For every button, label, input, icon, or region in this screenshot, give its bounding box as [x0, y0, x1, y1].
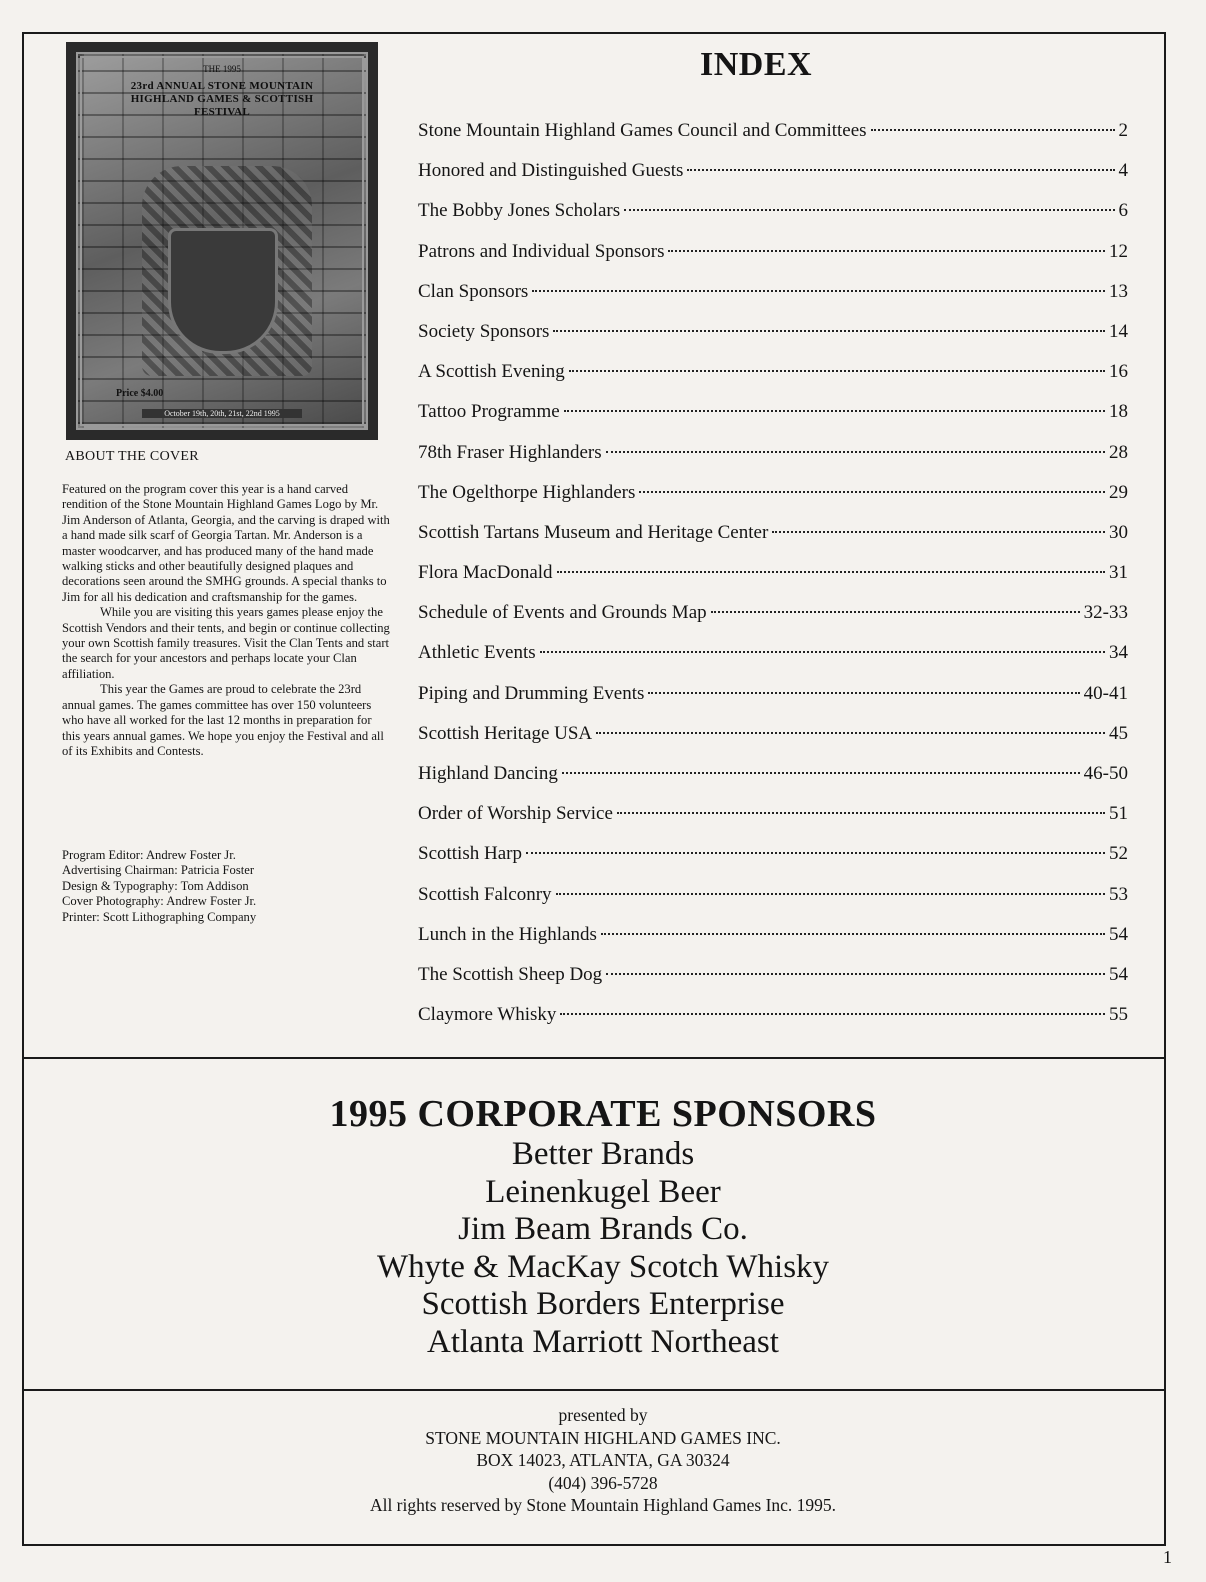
index-entry	[418, 763, 1128, 803]
dot-leader	[871, 129, 1115, 131]
index-entry-title: Patrons and Individual Sponsors	[418, 240, 665, 262]
index-entry	[418, 241, 1128, 281]
credit-line: Program Editor: Andrew Foster Jr.	[62, 848, 236, 862]
index-entry	[418, 482, 1128, 522]
sponsor-name: Jim Beam Brands Co.	[458, 1211, 748, 1247]
index-list	[418, 120, 1128, 1044]
index-entry-page: 12	[1109, 240, 1128, 262]
dot-leader	[639, 491, 1105, 493]
dot-leader	[532, 290, 1105, 292]
index-entry-page: 30	[1109, 521, 1128, 543]
index-entry-title: The Scottish Sheep Dog	[418, 963, 603, 985]
divider-index-sponsors	[22, 1057, 1166, 1059]
index-entry	[418, 361, 1128, 401]
index-entry	[418, 401, 1128, 441]
index-entry-page: 32-33	[1083, 602, 1128, 624]
index-entry	[418, 683, 1128, 723]
index-entry-page: 31	[1109, 562, 1128, 584]
index-entry-title: Scottish Harp	[418, 843, 522, 865]
index-entry	[418, 964, 1128, 1004]
dot-leader	[569, 370, 1105, 372]
index-entry	[418, 442, 1128, 482]
index-entry-page: 52	[1109, 843, 1128, 865]
index-entry	[418, 522, 1128, 562]
about-paragraph: This year the Games are proud to celebrate the 23rd annual games. The games committee has over 150 volunteers who have all worked for the last 12 months in preparation for this years annual games. We hope you enjoy the Festival and all of its Exhibits and Contests.	[62, 682, 384, 758]
index-entry	[418, 1004, 1128, 1044]
cover-image	[66, 42, 378, 440]
sponsor-name: Better Brands	[511, 1136, 695, 1172]
dot-leader	[562, 772, 1080, 774]
index-entry-title: Lunch in the Highlands	[418, 923, 597, 945]
dot-leader	[596, 732, 1105, 734]
index-entry-title: The Bobby Jones Scholars	[418, 200, 621, 222]
page-number: 1	[1163, 1547, 1172, 1567]
about-paragraph: Featured on the program cover this year is a hand carved rendition of the Stone Mountain Highland Games Logo by Mr. Jim Anderson of Atlanta, Georgia, and the carving is draped with a hand made silk scarf of Georgia Tartan. Mr. Anderson is a master woodcarver, and has produced many of the hand made walking sticks and other beautifully designed plaques and decorations seen around the SMHG grounds. A special thanks to Jim for all his dedication and craftsmanship for the games.	[62, 482, 390, 604]
dot-leader	[540, 651, 1105, 653]
dot-leader	[560, 1013, 1105, 1015]
dot-leader	[668, 250, 1105, 252]
crest-shield-icon	[168, 228, 278, 354]
credit-line: Cover Photography: Andrew Foster Jr.	[62, 894, 257, 909]
publisher-footer	[0, 1404, 1206, 1517]
sponsor-name: Atlanta Marriott Northeast	[427, 1323, 779, 1360]
dot-leader	[557, 571, 1105, 573]
index-entry-title: Honored and Distinguished Guests	[418, 160, 684, 182]
footer-line: All rights reserved by Stone Mountain Highland Games Inc. 1995.	[369, 1495, 837, 1515]
index-title: INDEX	[700, 46, 813, 83]
index-entry-page: 29	[1109, 481, 1128, 503]
dot-leader	[606, 451, 1105, 453]
dot-leader	[553, 330, 1105, 332]
index-entry-title: Order of Worship Service	[418, 803, 613, 825]
index-entry-page: 55	[1109, 1004, 1128, 1026]
index-entry	[418, 884, 1128, 924]
cover-title: 23rd ANNUAL STONE MOUNTAIN HIGHLAND GAMES & SCOTTISH FESTIVAL	[130, 80, 314, 118]
index-entry-title: Athletic Events	[418, 642, 536, 664]
index-entry-title: Scottish Falconry	[418, 883, 552, 905]
index-entry-page: 16	[1109, 361, 1128, 383]
dot-leader	[526, 852, 1105, 854]
sponsor-name: Leinenkugel Beer	[485, 1173, 721, 1210]
dot-leader	[556, 893, 1105, 895]
dot-leader	[624, 209, 1114, 211]
index-entry-title: A Scottish Evening	[418, 361, 565, 383]
index-entry	[418, 321, 1128, 361]
cover-dates: October 19th, 20th, 21st, 22nd 1995	[142, 409, 302, 418]
about-paragraph: While you are visiting this years games please enjoy the Scottish Vendors and their tents, and begin or continue collecting your own Scottish family treasures. Visit the Clan Tents and start the search for your ancestors and perhaps locate your Clan affiliation.	[62, 605, 390, 681]
cover-price: Price $4.00	[116, 388, 164, 399]
dot-leader	[687, 169, 1114, 171]
dot-leader	[564, 410, 1105, 412]
index-entry-title: Scottish Tartans Museum and Heritage Center	[418, 521, 769, 543]
program-credits	[62, 848, 256, 925]
index-entry-page: 13	[1109, 280, 1128, 302]
index-entry	[418, 642, 1128, 682]
footer-line: (404) 396-5728	[548, 1472, 658, 1493]
index-entry-page: 53	[1109, 883, 1128, 905]
index-entry-title: 78th Fraser Highlanders	[418, 441, 602, 463]
index-entry-page: 34	[1109, 642, 1128, 664]
index-entry-page: 28	[1109, 441, 1128, 463]
index-entry-title: Clan Sponsors	[418, 280, 529, 302]
index-entry-page: 6	[1118, 200, 1128, 222]
index-entry	[418, 924, 1128, 964]
sponsor-name: Whyte & MacKay Scotch Whisky	[376, 1248, 830, 1285]
index-entry-page: 46-50	[1083, 763, 1128, 784]
index-entry	[418, 120, 1128, 160]
about-cover-heading: ABOUT THE COVER	[65, 449, 199, 464]
index-entry-title: Piping and Drumming Events	[418, 682, 645, 704]
dot-leader	[648, 692, 1079, 694]
index-entry-page: 18	[1109, 401, 1128, 423]
sponsor-name: Scottish Borders Enterprise	[421, 1286, 785, 1322]
index-entry-title: Tattoo Programme	[418, 401, 560, 423]
index-entry-page: 40-41	[1083, 682, 1128, 704]
index-entry	[418, 803, 1128, 843]
sponsor-list	[0, 1136, 1206, 1361]
dot-leader	[617, 812, 1105, 814]
index-entry-title: Society Sponsors	[418, 320, 550, 342]
credit-line: Advertising Chairman: Patricia Foster	[62, 863, 255, 878]
footer-line: presented by	[558, 1405, 648, 1425]
credit-line: Printer: Scott Lithographing Company	[62, 909, 257, 924]
index-entry-page: 14	[1109, 320, 1128, 342]
dot-leader	[772, 531, 1105, 533]
about-cover-text	[62, 482, 392, 759]
index-entry	[418, 843, 1128, 883]
index-entry	[418, 200, 1128, 240]
index-entry-page: 54	[1109, 963, 1128, 985]
index-entry-title: Claymore Whisky	[418, 1004, 557, 1026]
dot-leader	[606, 973, 1105, 975]
index-entry	[418, 160, 1128, 200]
index-entry-title: Stone Mountain Highland Games Council and Committees	[418, 120, 867, 141]
index-entry-page: 45	[1109, 722, 1128, 744]
index-entry-title: Scottish Heritage USA	[418, 722, 593, 744]
index-entry	[418, 281, 1128, 321]
dot-leader	[601, 933, 1105, 935]
index-entry-page: 2	[1118, 120, 1128, 141]
cover-carving	[76, 52, 368, 430]
cover-year-banner: THE 1995	[203, 64, 241, 74]
index-entry	[418, 562, 1128, 602]
divider-sponsors-footer	[22, 1389, 1166, 1391]
index-entry-title: The Ogelthorpe Highlanders	[418, 481, 636, 503]
index-entry	[418, 723, 1128, 763]
index-entry-page: 51	[1109, 803, 1128, 825]
index-entry-title: Schedule of Events and Grounds Map	[418, 602, 707, 624]
index-entry-page: 54	[1109, 923, 1128, 945]
sponsors-heading: 1995 CORPORATE SPONSORS	[329, 1093, 877, 1135]
credit-line: Design & Typography: Tom Addison	[62, 878, 249, 893]
footer-line: BOX 14023, ATLANTA, GA 30324	[476, 1450, 730, 1470]
index-entry-title: Flora MacDonald	[418, 562, 553, 584]
index-entry-page: 4	[1118, 160, 1128, 182]
index-entry	[418, 602, 1128, 642]
footer-line: STONE MOUNTAIN HIGHLAND GAMES INC.	[425, 1427, 781, 1448]
index-entry-title: Highland Dancing	[418, 763, 558, 784]
dot-leader	[711, 611, 1080, 613]
